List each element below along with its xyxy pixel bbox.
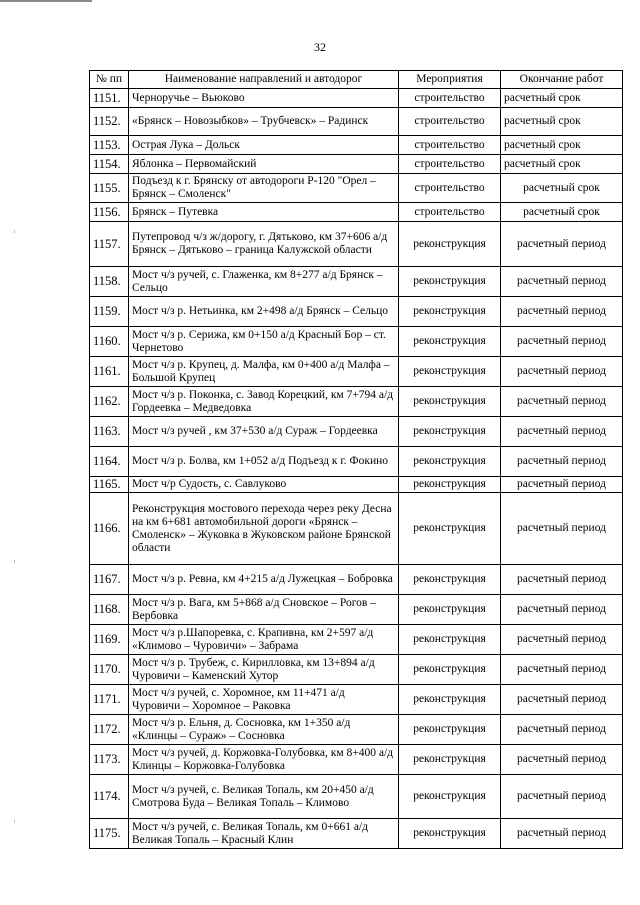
road-name-cell: Мост ч/з р. Нетьинка, км 2+498 а/д Брянск – Сельцо (129, 297, 399, 327)
header-completion: Окончание работ (501, 71, 623, 89)
row-number: 1157. (90, 222, 129, 267)
row-number: 1153. (90, 136, 129, 155)
table-row (90, 174, 623, 203)
row-number: 1156. (90, 203, 129, 222)
activity-cell: реконструкция (399, 297, 501, 327)
completion-cell: расчетный период (501, 447, 623, 477)
row-number: 1159. (90, 297, 129, 327)
road-name-cell: Черноручье – Вьюково (129, 89, 399, 108)
row-number: 1151. (90, 89, 129, 108)
completion-cell: расчетный период (501, 477, 623, 493)
table-row (90, 447, 623, 477)
table-row (90, 297, 623, 327)
scan-artifact (14, 820, 15, 823)
road-name-cell: Мост ч/з ручей, с. Хоромное, км 11+471 а/д Чуровичи – Хоромное – Раковка (129, 685, 399, 715)
activity-cell: строительство (399, 155, 501, 174)
completion-cell: расчетный срок (501, 136, 623, 155)
table-row (90, 108, 623, 136)
completion-cell: расчетный период (501, 655, 623, 685)
activity-cell: реконструкция (399, 655, 501, 685)
page-number: 32 (314, 40, 326, 54)
road-name-cell: Мост ч/з р. Крупец, д. Малфа, км 0+400 а/д Малфа – Большой Крупец (129, 357, 399, 387)
table-row (90, 685, 623, 715)
header-number: № пп (90, 71, 129, 89)
completion-cell: расчетный срок (501, 203, 623, 222)
road-name-cell: Мост ч/з р. Вага, км 5+868 а/д Сновское – Рогов – Вербовка (129, 595, 399, 625)
header-road-name: Наименование направлений и автодорог (129, 71, 399, 89)
roads-table (89, 70, 623, 849)
row-number: 1155. (90, 174, 129, 203)
road-name-cell: Острая Лука – Дольск (129, 136, 399, 155)
road-name-cell: Путепровод ч/з ж/дорогу, г. Дятьково, км 37+606 а/д Брянск – Дятьково – граница Калужской области (129, 222, 399, 267)
activity-cell: реконструкция (399, 565, 501, 595)
activity-cell: строительство (399, 174, 501, 203)
row-number: 1152. (90, 108, 129, 136)
row-number: 1170. (90, 655, 129, 685)
road-name-cell: «Брянск – Новозыбков» – Трубчевск» – Радинск (129, 108, 399, 136)
table-header-row (90, 71, 623, 89)
completion-cell: расчетный срок (501, 108, 623, 136)
row-number: 1161. (90, 357, 129, 387)
activity-cell: реконструкция (399, 267, 501, 297)
road-name-cell: Мост ч/з ручей, с. Великая Топаль, км 0+661 а/д Великая Топаль – Красный Клин (129, 819, 399, 849)
activity-cell: реконструкция (399, 625, 501, 655)
activity-cell: реконструкция (399, 357, 501, 387)
completion-cell: расчетный период (501, 775, 623, 819)
road-name-cell: Мост ч/з ручей, с. Великая Топаль, км 20+450 а/д Смотрова Буда – Великая Топаль – Климово (129, 775, 399, 819)
activity-cell: строительство (399, 89, 501, 108)
table-row (90, 387, 623, 417)
activity-cell: реконструкция (399, 417, 501, 447)
table-row (90, 357, 623, 387)
row-number: 1158. (90, 267, 129, 297)
table-row (90, 595, 623, 625)
table-row (90, 625, 623, 655)
activity-cell: реконструкция (399, 477, 501, 493)
activity-cell: реконструкция (399, 327, 501, 357)
table-row (90, 715, 623, 745)
activity-cell: строительство (399, 136, 501, 155)
activity-cell: реконструкция (399, 222, 501, 267)
completion-cell: расчетный период (501, 625, 623, 655)
completion-cell: расчетный период (501, 267, 623, 297)
table-row (90, 222, 623, 267)
table-row (90, 267, 623, 297)
completion-cell: расчетный период (501, 357, 623, 387)
activity-cell: реконструкция (399, 715, 501, 745)
table-row (90, 417, 623, 447)
row-number: 1163. (90, 417, 129, 447)
table-row (90, 477, 623, 493)
road-name-cell: Мост ч/з р. Ельня, д. Сосновка, км 1+350 а/д «Клинцы – Сураж» – Сосновка (129, 715, 399, 745)
completion-cell: расчетный период (501, 715, 623, 745)
road-name-cell: Мост ч/з ручей , км 37+530 а/д Сураж – Гордеевка (129, 417, 399, 447)
road-name-cell: Мост ч/р Судость, с. Савлуково (129, 477, 399, 493)
table-body (90, 89, 623, 849)
row-number: 1168. (90, 595, 129, 625)
activity-cell: реконструкция (399, 595, 501, 625)
row-number: 1171. (90, 685, 129, 715)
completion-cell: расчетный период (501, 685, 623, 715)
completion-cell: расчетный период (501, 327, 623, 357)
table-row (90, 819, 623, 849)
row-number: 1154. (90, 155, 129, 174)
row-number: 1164. (90, 447, 129, 477)
row-number: 1173. (90, 745, 129, 775)
completion-cell: расчетный период (501, 819, 623, 849)
scan-edge-mark (0, 0, 92, 2)
activity-cell: строительство (399, 203, 501, 222)
road-name-cell: Мост ч/з ручей, д. Коржовка-Голубовка, км 8+400 а/д Клинцы – Коржовка-Голубовка (129, 745, 399, 775)
road-name-cell: Реконструкция мостового перехода через реку Десна на км 6+681 автомобильной дороги «Брянск – Смоленск» – Жуковка в Жуковском районе Брянской области (129, 493, 399, 565)
header-activity: Мероприятия (399, 71, 501, 89)
row-number: 1165. (90, 477, 129, 493)
completion-cell: расчетный период (501, 565, 623, 595)
road-name-cell: Мост ч/з р. Ревна, км 4+215 а/д Лужецкая – Бобровка (129, 565, 399, 595)
completion-cell: расчетный период (501, 297, 623, 327)
table-row (90, 745, 623, 775)
table-row (90, 327, 623, 357)
activity-cell: реконструкция (399, 745, 501, 775)
road-name-cell: Брянск – Путевка (129, 203, 399, 222)
table-row (90, 565, 623, 595)
activity-cell: строительство (399, 108, 501, 136)
completion-cell: расчетный срок (501, 89, 623, 108)
row-number: 1169. (90, 625, 129, 655)
table-row (90, 89, 623, 108)
completion-cell: расчетный срок (501, 155, 623, 174)
row-number: 1174. (90, 775, 129, 819)
row-number: 1166. (90, 493, 129, 565)
activity-cell: реконструкция (399, 685, 501, 715)
row-number: 1162. (90, 387, 129, 417)
completion-cell: расчетный срок (501, 174, 623, 203)
road-name-cell: Яблонка – Первомайский (129, 155, 399, 174)
completion-cell: расчетный период (501, 417, 623, 447)
activity-cell: реконструкция (399, 819, 501, 849)
row-number: 1172. (90, 715, 129, 745)
completion-cell: расчетный период (501, 493, 623, 565)
table-row (90, 493, 623, 565)
table-row (90, 655, 623, 685)
table-row (90, 136, 623, 155)
completion-cell: расчетный период (501, 387, 623, 417)
completion-cell: расчетный период (501, 595, 623, 625)
activity-cell: реконструкция (399, 493, 501, 565)
row-number: 1160. (90, 327, 129, 357)
row-number: 1175. (90, 819, 129, 849)
activity-cell: реконструкция (399, 775, 501, 819)
road-name-cell: Мост ч/з ручей, с. Глаженка, км 8+277 а/д Брянск – Сельцо (129, 267, 399, 297)
road-name-cell: Мост ч/з р.Шапоревка, с. Крапивна, км 2+597 а/д «Климово – Чуровичи» – Забрама (129, 625, 399, 655)
scan-artifact (14, 230, 15, 233)
road-name-cell: Мост ч/з р. Поконка, с. Завод Корецкий, км 7+794 а/д Гордеевка – Медведовка (129, 387, 399, 417)
road-name-cell: Мост ч/з р. Серижа, км 0+150 а/д Красный Бор – ст. Чернетово (129, 327, 399, 357)
completion-cell: расчетный период (501, 745, 623, 775)
road-name-cell: Подъезд к г. Брянску от автодороги Р-120 "Орел – Брянск – Смоленск" (129, 174, 399, 203)
activity-cell: реконструкция (399, 447, 501, 477)
activity-cell: реконструкция (399, 387, 501, 417)
completion-cell: расчетный период (501, 222, 623, 267)
road-name-cell: Мост ч/з р. Трубеж, с. Кирилловка, км 13+894 а/д Чуровичи – Каменский Хутор (129, 655, 399, 685)
road-name-cell: Мост ч/з р. Болва, км 1+052 а/д Подъезд к г. Фокино (129, 447, 399, 477)
scan-artifact (14, 560, 15, 563)
row-number: 1167. (90, 565, 129, 595)
table-row (90, 155, 623, 174)
table-row (90, 775, 623, 819)
table-row (90, 203, 623, 222)
